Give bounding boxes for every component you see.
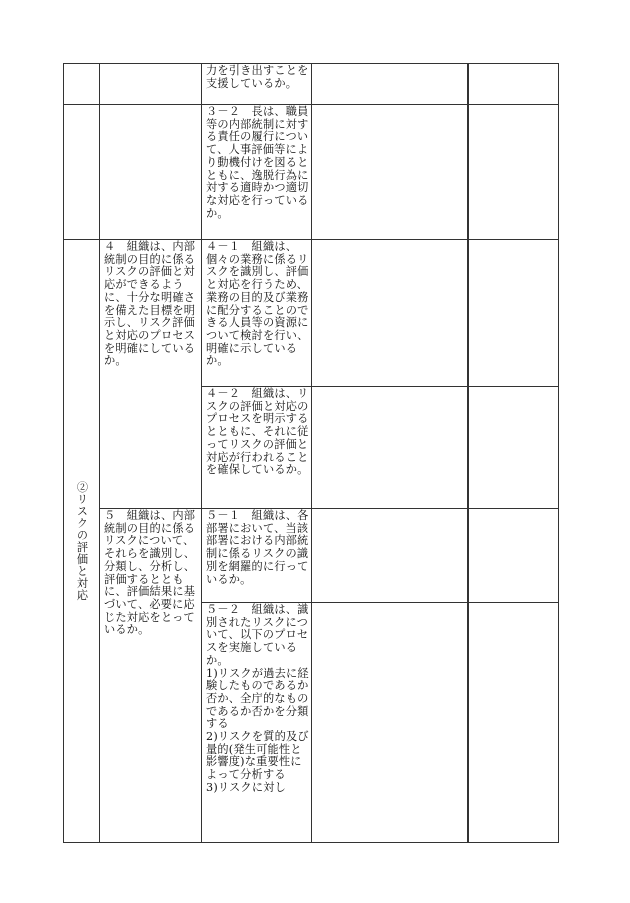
category-label: ②リスクの評価と対応 [75,481,89,601]
remarks-cell [469,105,559,240]
category-cell [64,64,100,105]
evaluation-item-cell [202,64,312,105]
basic-item-cell [100,240,202,509]
assessment-cell [312,509,468,603]
basic-item-text: ４ 組織は、内部統制の目的に係るリスクの評価と対応ができるように、十分な明確さを備えた目標を明示し、リスク評価と対応のプロセスを明確にしているか。 [104,240,196,368]
table-row [64,240,559,387]
evaluation-item-text: ４－１ 組織は、個々の業務に係るリスクを識別し、評価と対応を行うため、業務の目的及び業務に配分することのできる人員等の資源について検討を行い、明確に示しているか。 [206,240,309,368]
category-cell [64,240,100,843]
assessment-cell [312,64,468,105]
evaluation-item-text: 力を引き出すことを支援しているか。 [206,64,309,90]
assessment-cell [312,603,468,843]
assessment-cell [312,240,468,387]
evaluation-item-text: ４－２ 組織は、リスクの評価と対応のプロセスを明示するとともに、それに従ってリスクの評価と対応が行われることを確保しているか。 [206,387,309,477]
basic-item-cell [100,105,202,240]
remarks-cell [469,64,559,105]
remarks-cell [469,509,559,603]
table-row [64,509,559,603]
table-row [64,64,559,105]
evaluation-item-cell [202,603,312,843]
assessment-cell [312,105,468,240]
basic-item-text: ５ 組織は、内部統制の目的に係るリスクについて、それらを識別し、分類し、分析し、評価するとともに、評価結果に基づいて、必要に応じた対応をとっているか。 [104,509,196,637]
evaluation-item-text: ３－２ 長は、職員等の内部統制に対する責任の履行について、人事評価等により動機付けを図るとともに、逸脱行為に対する適時かつ適切な対応を行っているか。 [206,105,309,220]
table-row [64,105,559,240]
assessment-cell [312,387,468,509]
remarks-cell [469,387,559,509]
evaluation-item-cell [202,387,312,509]
category-cell [64,105,100,240]
basic-item-cell [100,64,202,105]
evaluation-item-cell [202,509,312,603]
evaluation-item-text: ５－１ 組織は、各部署において、当該部署における内部統制に係るリスクの識別を網羅的に行っているか。 [206,509,309,586]
basic-item-cell [100,509,202,843]
remarks-cell [469,603,559,843]
evaluation-item-text: ５－２ 組織は、識別されたリスクについて、以下のプロセスを実施しているか。 1)リスクが過去に経験したものであるか否か、全庁的なものであるか否かを分類する 2)リスクを質的及び量的(発生可能性と影響度)な重要性によって分析する 3)リスクに対し [206,603,309,794]
evaluation-item-cell [202,240,312,387]
remarks-cell [469,240,559,387]
evaluation-item-cell [202,105,312,240]
evaluation-table [63,63,559,843]
